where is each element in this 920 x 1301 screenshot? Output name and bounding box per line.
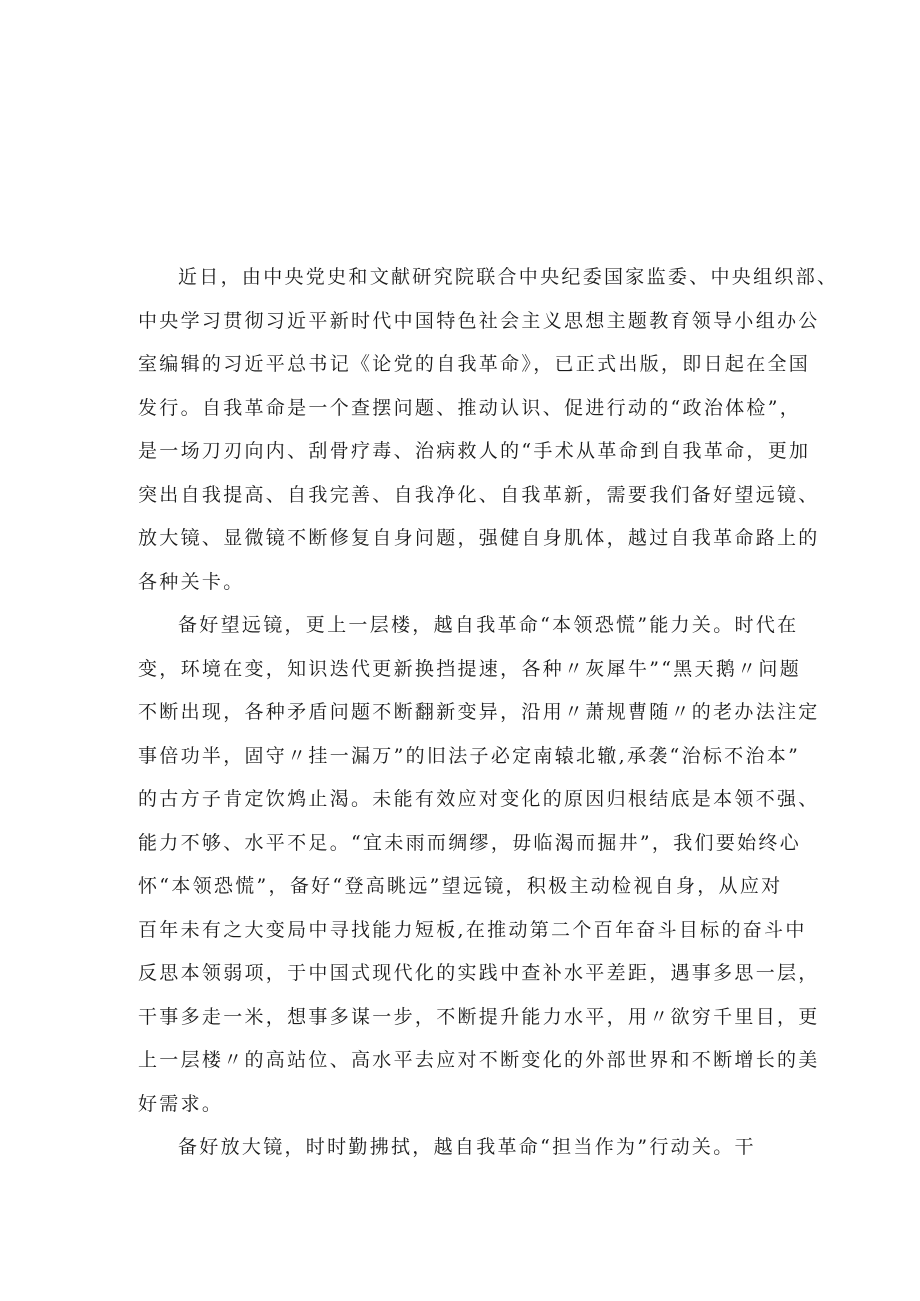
paragraph-3-line-1: 备好放大镜，时时勤拂拭，越自我革命“担当作为”行动关。干 — [178, 1136, 756, 1158]
paragraph-2-line-4: 事倍功半，固守〃挂一漏万”的旧法子必定南辕北辙,承袭“治标不治本” — [138, 744, 801, 767]
paragraph-2-line-10: 干事多走一米，想事多谋一步，不断提升能力水平，用〃欲穷千里目，更 — [138, 1005, 820, 1028]
paragraph-1-line-4: 发行。自我革命是一个查摆问题、推动认识、促进行动的“政治体检”， — [138, 396, 802, 419]
paragraph-1-line-7: 放大镜、显微镜不断修复自身问题，强健自身肌体，越过自我革命路上的 — [138, 527, 820, 549]
paragraph-2-line-6: 能力不够、水平不足。“宜未雨而绸缪，毋临渴而掘井”，我们要始终心 — [138, 831, 802, 854]
paragraph-2-line-2: 变，环境在变，知识迭代更新换挡提速，各种〃灰犀牛”“黑天鹅〃问题 — [138, 657, 802, 680]
paragraph-1-line-5: 是一场刀刃向内、刮骨疗毒、治病救人的“手术从革命到自我革命，更加 — [138, 440, 811, 462]
paragraph-2-line-8: 百年未有之大变局中寻找能力短板,在推动第二个百年奋斗目标的奋斗中 — [138, 918, 807, 941]
paragraph-2-line-3: 不断出现，各种矛盾问题不断翻新变异，沿用〃萧规曹随〃的老办法注定 — [138, 701, 820, 723]
paragraph-2-line-1: 备好望远镜，更上一层楼，越自我革命“本领恐慌”能力关。时代在 — [178, 614, 799, 636]
paragraph-1-line-8: 各种关卡。 — [138, 570, 245, 593]
paragraph-2-line-5: 的古方子肯定饮鸩止渴。未能有效应对变化的原因归根结底是本领不强、 — [138, 788, 820, 810]
paragraph-2-line-11: 上一层楼〃的高站位、高水平去应对不断变化的外部世界和不断增长的美 — [138, 1049, 820, 1071]
paragraph-2-line-12: 好需求。 — [138, 1092, 224, 1115]
paragraph-1-line-2: 中央学习贯彻习近平新时代中国特色社会主义思想主题教育领导小组办公 — [138, 309, 820, 332]
paragraph-1-line-1: 近日，由中央党史和文献研究院联合中央纪委国家监委、中央组织部、 — [178, 266, 839, 288]
paragraph-2-line-7: 怀“本领恐慌”，备好“登高眺远”望远镜，积极主动检视自身，从应对 — [138, 875, 783, 897]
paragraph-1-line-3: 室编辑的习近平总书记《论党的自我革命》，已正式出版，即日起在全国 — [138, 353, 811, 375]
paragraph-1-line-6: 突出自我提高、自我完善、自我净化、自我革新，需要我们备好望远镜、 — [138, 483, 820, 506]
document-body — [138, 256, 839, 1170]
paragraph-2-line-9: 反思本领弱项，于中国式现代化的实践中查补水平差距，遇事多思一层， — [138, 962, 820, 984]
